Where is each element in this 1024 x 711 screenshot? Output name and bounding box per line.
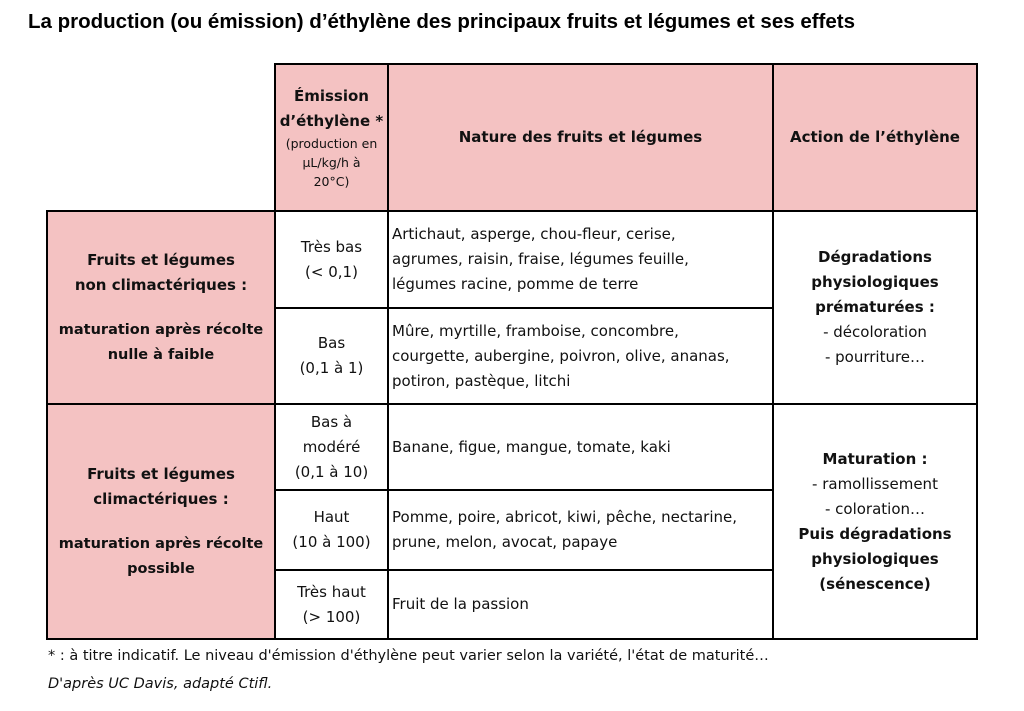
nature-cell: Pomme, poire, abricot, kiwi, pêche, nectarine, prune, melon, avocat, papaye	[392, 508, 738, 551]
footnote: * : à titre indicatif. Le niveau d'émission d'éthylène peut varier selon la variété, l'état de maturité…	[48, 648, 769, 664]
header-nature: Nature des fruits et légumes	[388, 64, 773, 211]
level-cell: Très bas (< 0,1)	[300, 237, 363, 281]
table-border	[976, 63, 978, 640]
level-cell: Bas (0,1 à 1)	[299, 334, 364, 377]
level-cell: Bas à modéré (0,1 à 10)	[294, 412, 369, 481]
nature-cell: Banane, figue, mangue, tomate, kaki	[392, 437, 671, 456]
group-climacteric: Fruits et légumes climactériques : maturation après récolte possible	[47, 404, 275, 639]
table-border	[46, 210, 978, 212]
table-border	[274, 489, 774, 491]
header-emission: Émission d’éthylène * (production en µL/kg/h à 20°C)	[275, 64, 388, 211]
table-border	[46, 403, 978, 405]
nature-cell: Fruit de la passion	[392, 595, 529, 613]
page-title: La production (ou émission) d’éthylène des principaux fruits et légumes et ses effets	[28, 10, 856, 33]
level-cell: Haut (10 à 100)	[292, 508, 371, 551]
nature-cell: Mûre, myrtille, framboise, concombre, courgette, aubergine, poivron, olive, ananas, potiron, pastèque, litchi	[392, 321, 730, 390]
table-border	[387, 63, 389, 640]
table-border	[46, 638, 978, 640]
table-border	[274, 63, 276, 640]
table-border	[274, 569, 774, 571]
table-border	[274, 63, 978, 65]
action-climacteric: Maturation : - ramollissement - coloration… Puis dégradations physiologiques (sénescence)	[798, 449, 952, 593]
level-cell: Très haut (> 100)	[297, 582, 366, 626]
group-non-climacteric: Fruits et légumes non climactériques : maturation après récolte nulle à faible	[47, 211, 275, 404]
table-border	[274, 307, 774, 309]
source-note: D'après UC Davis, adapté Ctifl.	[48, 676, 273, 692]
action-non-climacteric: Dégradations physiologiques prématurées : - décoloration - pourriture…	[811, 248, 939, 366]
nature-cell: Artichaut, asperge, chou-fleur, cerise, agrumes, raisin, fraise, légumes feuille, légumes racine, pomme de terre	[392, 225, 689, 293]
table-border	[772, 63, 774, 640]
header-action: Action de l’éthylène	[773, 64, 977, 211]
table-border	[46, 210, 48, 640]
